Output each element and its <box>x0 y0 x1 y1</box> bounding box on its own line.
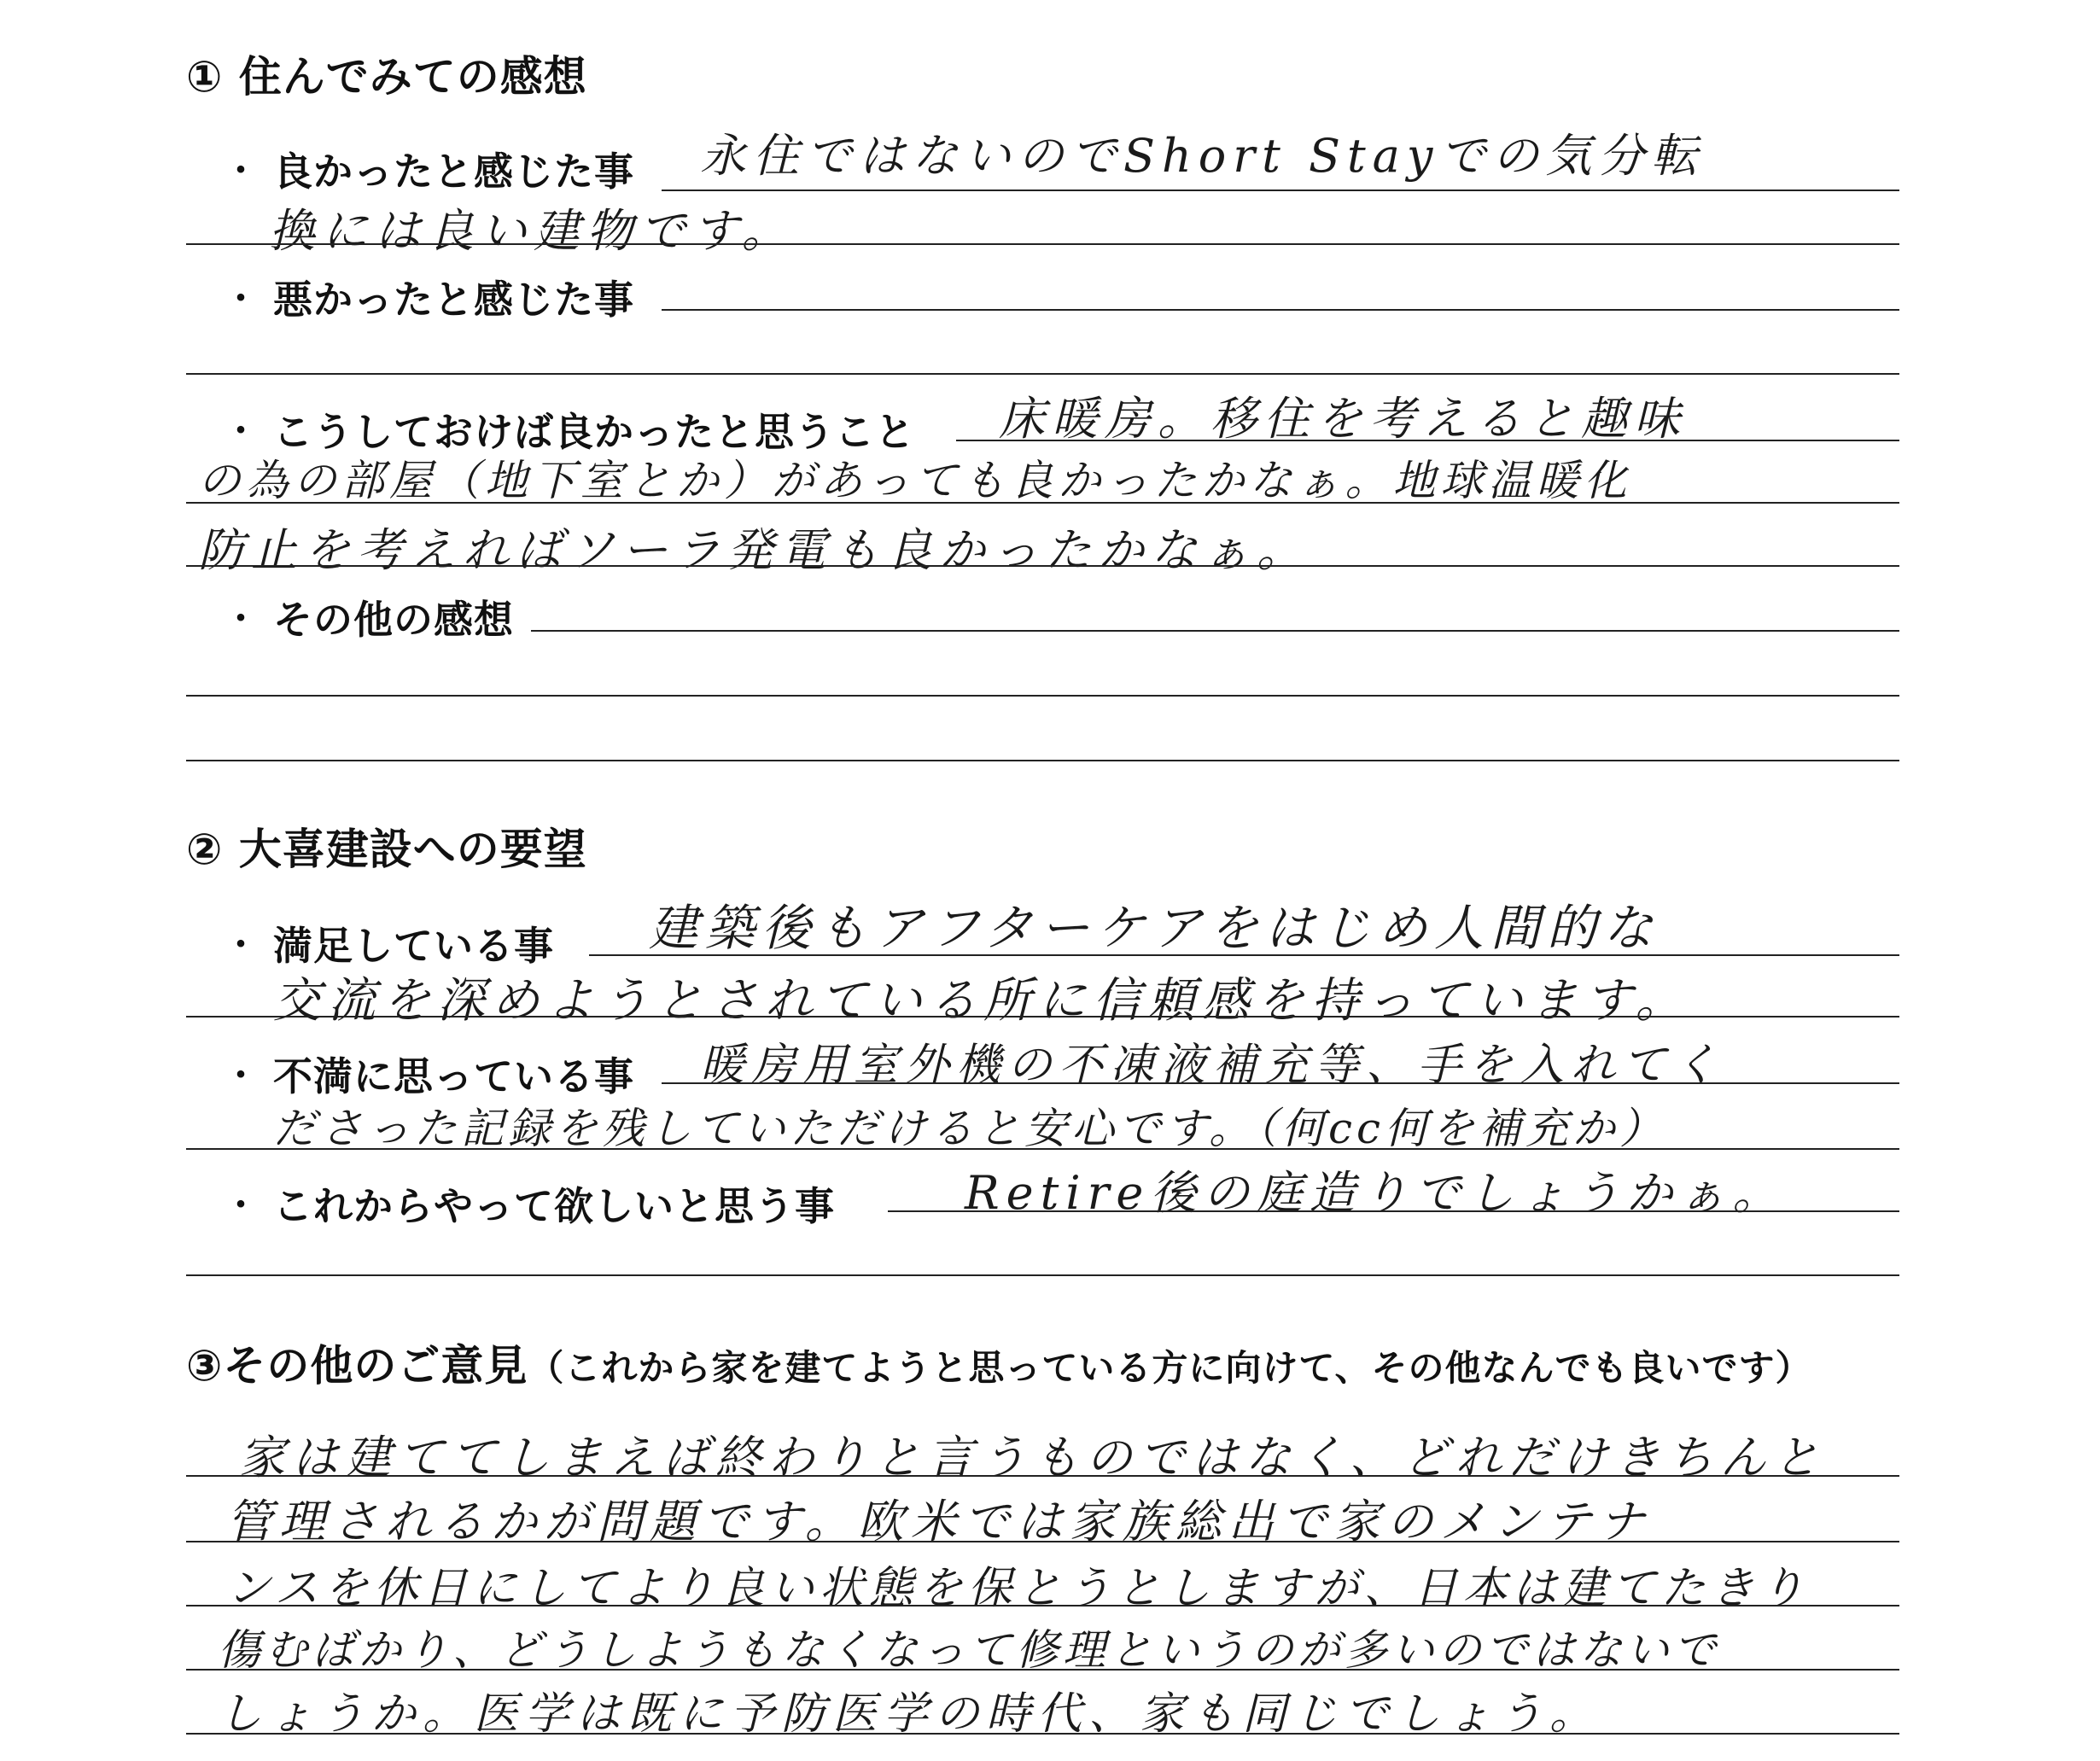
answer-rule <box>186 1669 1899 1671</box>
bad-points-label: 悪かったと感じた事 <box>273 277 634 323</box>
unsatisfied-answer-line1: 暖房用室外機の不凍液補充等、手を入れてく <box>700 1040 1725 1091</box>
bullet-dot: ・ <box>224 411 258 451</box>
good-points-answer-line1: 永住ではないのでShort Stayでの気分転 <box>700 129 1705 183</box>
answer-rule <box>888 1210 1899 1212</box>
answer-rule <box>531 630 1899 632</box>
opinion-answer-line4: 傷むばかり、どうしようもなくなって修理というのが多いのではないで <box>218 1625 1720 1675</box>
opinion-answer-line2: 管理されるかが問題です。欧米では家族総出で家のメンテナ <box>226 1495 1652 1548</box>
answer-rule <box>186 565 1899 567</box>
answer-rule <box>186 502 1899 504</box>
section1-heading: ① 住んでみての感想 <box>186 52 587 102</box>
opinion-answer-line1: 家は建ててしまえば終わりと言うものではなく、どれだけきちんと <box>239 1431 1826 1484</box>
answer-rule <box>186 1274 1899 1276</box>
unsatisfied-label: 不満に思っている事 <box>273 1053 634 1099</box>
satisfied-answer-line1: 建築後もアフターケアをはじめ人間的な <box>649 899 1660 957</box>
answer-rule <box>662 190 1899 191</box>
bullet-dot: ・ <box>224 279 258 318</box>
answer-rule <box>186 1605 1899 1606</box>
wish-answer-line2: の為の部屋（地下室とか）があっても良かったかなぁ。地球温暖化 <box>198 456 1632 505</box>
answer-rule <box>186 1016 1899 1018</box>
bullet-dot: ・ <box>224 151 258 190</box>
future-requests-label: これからやって欲しいと思う事 <box>273 1183 835 1229</box>
wish-label: こうしておけば良かったと思うこと <box>273 409 915 455</box>
bullet-dot: ・ <box>224 925 258 965</box>
good-points-answer-line2: 換には良い建物です。 <box>269 204 795 258</box>
wish-answer-line1: 床暖房。移住を考えると趣味 <box>999 392 1687 446</box>
answer-rule <box>186 1475 1899 1477</box>
answer-rule <box>956 440 1899 441</box>
bullet-dot: ・ <box>224 599 258 639</box>
answer-rule <box>662 1082 1899 1084</box>
good-points-label: 良かったと感じた事 <box>273 149 634 195</box>
answer-rule <box>186 695 1899 697</box>
satisfied-answer-line2: 交流を深めようとされている所に信頼感を持っています。 <box>273 973 1690 1029</box>
answer-rule <box>589 954 1899 956</box>
answer-rule <box>662 309 1899 311</box>
unsatisfied-answer-line2: ださった記録を残していただけると安心です。（何cc何を補充か） <box>273 1104 1667 1153</box>
answer-rule <box>186 373 1899 375</box>
answer-rule <box>186 1541 1899 1542</box>
answer-rule <box>186 1733 1899 1735</box>
bullet-dot: ・ <box>224 1186 258 1225</box>
future-requests-answer: Retire後の庭造りでしょうかぁ。 <box>965 1166 1786 1220</box>
wish-answer-line3: 防止を考えればソーラ発電も良かったかなぁ。 <box>198 523 1310 577</box>
bullet-dot: ・ <box>224 1056 258 1095</box>
answer-rule <box>186 243 1899 245</box>
section3-title: ③その他のご意見 <box>186 1341 528 1391</box>
other-impressions-label: その他の感想 <box>273 597 514 643</box>
opinion-answer-line5: しょうか。医学は既に予防医学の時代、家も同じでしょう。 <box>218 1688 1601 1740</box>
answer-rule <box>186 1148 1899 1150</box>
section3-heading <box>186 1332 1812 1393</box>
opinion-answer-line3: ンスを休日にしてより良い状態を保とうとしますが、日本は建てたきり <box>226 1563 1810 1614</box>
section2-heading: ② 大喜建設への要望 <box>186 825 587 874</box>
satisfied-label: 満足している事 <box>273 923 554 969</box>
answer-rule <box>186 760 1899 761</box>
section3-note: （これから家を建てようと思っている方に向けて、その他なんでも良いです） <box>528 1347 1812 1389</box>
